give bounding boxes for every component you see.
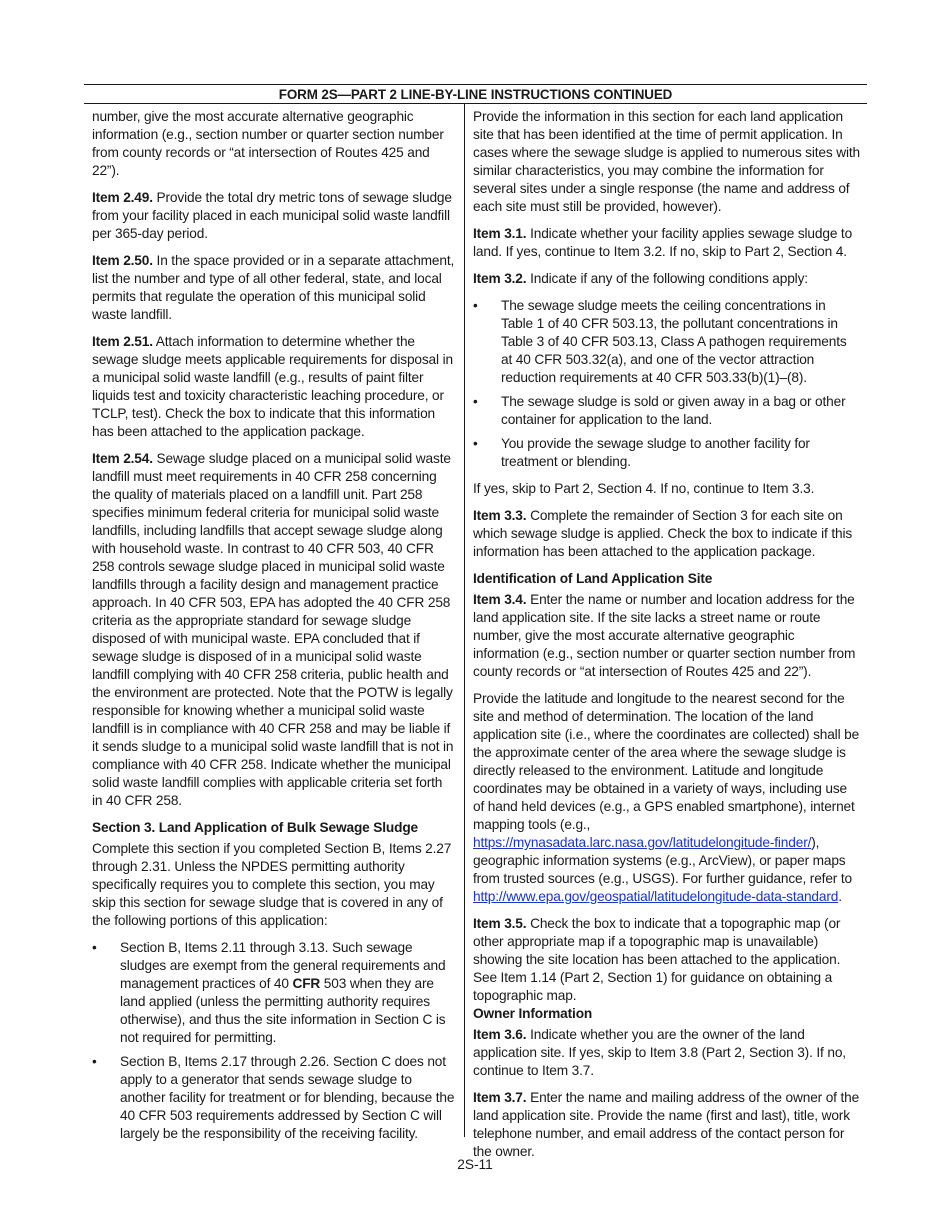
item-text: Sewage sludge placed on a municipal solid waste landfill must meet requirements in 40 CFR 258 concerning the quality of materials placed on a landfill unit. Part 258 specifies minimum federal criteria for municipal solid waste landfills, including landfills that accept sewage sludge along with household waste. In contrast to 40 CFR 503, 40 CFR 258 controls sewage sludge placed in municipal solid waste landfills through a facility design and management practice approach. In 40 CFR 503, EPA has adopted the 40 CFR 258 criteria as the appropriate standard for sewage sludge disposed of with municipal waste. EPA concluded that if sewage sludge is disposed of in a municipal solid waste landfill complying with 40 CFR 258 criteria, public health and the environment are protected. Note that the POTW is legally responsible for knowing whether a municipal solid waste landfill is in compliance with 40 CFR 258 and may be liable if it sends sludge to a municipal solid waste landfill that is not in compliance with 40 CFR 258. Indicate whether the municipal solid waste landfill complies with applicable criteria set forth in 40 CFR 258. [92,451,454,808]
list-item [473,393,860,429]
list-item-text: Section B, Items 2.17 through 2.26. Section C does not apply to a generator that sends sewage sludge to another facility for treatment or for blending, because the 40 CFR 503 requirements addressed by Section C will largely be the responsibility of the receiving facility. [120,1054,455,1141]
latlong-paragraph [473,690,860,906]
item-3-1 [473,225,860,261]
owner-heading: Owner Information [473,1006,593,1021]
item-text: Attach information to determine whether the sewage sludge meets applicable requirements for disposal in a municipal solid waste landfill (e.g., results of paint filter liquids test and toxicity characteristic leaching procedure, or TCLP, test). Check the box to indicate that this information has been attached to the application package. [92,334,453,439]
bullet-icon: • [92,940,97,955]
skip-note: If yes, skip to Part 2, Section 4. If no, continue to Item 3.3. [473,481,815,496]
item-text: Provide the total dry metric tons of sewage sludge from your facility placed in each municipal solid waste landfill per 365-day period. [92,190,452,241]
right-column [473,108,860,1170]
item-label: Item 2.50. [92,253,153,268]
page-number: 2S-11 [457,1157,493,1172]
paragraph-continued: number, give the most accurate alternative geographic information (e.g., section number or quarter section number from county records or “at intersection of Routes 425 and 22”). [92,109,444,178]
item-label: Item 2.49. [92,190,153,205]
item-label: Item 3.4. [473,592,527,607]
list-item-text: You provide the sewage sludge to another facility for treatment or blending. [501,436,810,469]
item-text: Check the box to indicate that a topographic map (or other appropriate map if a topographic map is unavailable) showing the site location has been attached to the application. See Item 1.14 (Part 2, Section 1) for guidance on obtaining a topographic map. [473,916,841,1003]
list-item-text: 503 when they are land applied (unless the permitting authority requires otherwise), and thus the site information in Section C is not required for permitting. [120,976,446,1045]
item-text: Indicate whether you are the owner of the land application site. If yes, skip to Item 3.8 (Part 2, Section 3). If no, continue to Item 3.7. [473,1027,846,1078]
item-label: Item 3.1. [473,226,527,241]
bullet-icon: • [473,436,478,451]
page-header-title: FORM 2S—PART 2 LINE-BY-LINE INSTRUCTIONS CONTINUED [84,84,867,104]
list-item [92,1053,455,1143]
section-3-heading: Section 3. Land Application of Bulk Sewage Sludge [92,820,419,835]
nasa-latlong-link[interactable]: https://mynasadata.larc.nasa.gov/latitudelongitude-finder/ [473,835,812,850]
item-3-6 [473,1026,860,1080]
item-3-2 [473,270,860,288]
list-item-text: The sewage sludge is sold or given away in a bag or other container for application to the land. [501,394,846,427]
section-3-intro: Complete this section if you completed Section B, Items 2.27 through 2.31. Unless the NPDES permitting authority specifically requires you to complete this section, you may skip this section for sewage sludge that is covered in any of the following portions of this application: [92,841,452,928]
epa-latlong-link[interactable]: http://www.epa.gov/geospatial/latitudelongitude-data-standard [473,889,839,904]
item-2-49 [92,189,455,243]
item-text: Complete the remainder of Section 3 for each site on which sewage sludge is applied. Check the box to indicate if this information has been attached to the application package. [473,508,853,559]
item-label: Item 3.7. [473,1090,527,1105]
item-label: Item 3.3. [473,508,527,523]
item-label: Item 2.51. [92,334,153,349]
item-2-50 [92,252,455,324]
paragraph-text: . [838,889,842,904]
list-item-bold: CFR [292,976,321,991]
item-3-5 [473,915,860,1005]
item-text: Enter the name or number and location address for the land application site. If the site lacks a street name or route number, give the most accurate alternative geographic information (e.g., section number or quarter section number from county records or “at intersection of Routes 425 and 22”). [473,592,856,679]
item-2-54 [92,450,455,810]
identification-heading: Identification of Land Application Site [473,571,713,586]
section-intro: Provide the information in this section for each land application site that has been identified at the time of permit application. In cases where the sewage sludge is applied to numerous sites with similar characteristics, you may combine the information for several sites under a single response (the name and address of each site must still be provided, however). [473,109,860,214]
item-label: Item 3.2. [473,271,527,286]
list-item [473,435,860,471]
item-text: In the space provided or in a separate attachment, list the number and type of all other federal, state, and local permits that regulate the operation of this municipal solid waste landfill. [92,253,455,322]
conditions-list [473,297,860,471]
bullet-icon: • [473,298,478,313]
item-3-4 [473,591,860,681]
item-label: Item 3.5. [473,916,527,931]
paragraph-text: ), geographic information systems (e.g., ArcView), or paper maps from trusted sources (e.g., USGS). For further guidance, refer to [473,835,852,886]
list-item-text: Section B, Items 2.11 through 3.13. Such sewage sludges are exempt from the general requirements and management practices of 40 [120,940,446,991]
item-3-3 [473,507,860,561]
item-3-7 [473,1089,860,1161]
item-label: Item 2.54. [92,451,153,466]
exemption-list [92,939,455,1143]
item-text: Indicate if any of the following conditions apply: [526,271,808,286]
item-text: Indicate whether your facility applies sewage sludge to land. If yes, continue to Item 3.2. If no, skip to Part 2, Section 4. [473,226,853,259]
list-item [92,939,455,1047]
paragraph-text: Provide the latitude and longitude to the nearest second for the site and method of determination. The location of the land application site (i.e., where the coordinates are collected) shall be the approximate center of the area where the sewage sludge is directly released to the environment. Latitude and longitude coordinates may be obtained in a variety of ways, including use of hand held devices (e.g., a GPS enabled smartphone), internet mapping tools (e.g., [473,691,860,832]
list-item-text: The sewage sludge meets the ceiling concentrations in Table 1 of 40 CFR 503.13, the pollutant concentrations in Table 3 of 40 CFR 503.13, Class A pathogen requirements at 40 CFR 503.32(a), and one of the vector attraction reduction requirements at 40 CFR 503.33(b)(1)–(8). [501,298,847,385]
item-label: Item 3.6. [473,1027,527,1042]
bullet-icon: • [92,1054,97,1069]
item-2-51 [92,333,455,441]
column-divider [464,103,465,1137]
item-text: Enter the name and mailing address of the owner of the land application site. Provide the name (first and last), title, work telephone number, and email address of the contact person for the owner. [473,1090,860,1159]
bullet-icon: • [473,394,478,409]
list-item [473,297,860,387]
left-column [92,108,455,1152]
